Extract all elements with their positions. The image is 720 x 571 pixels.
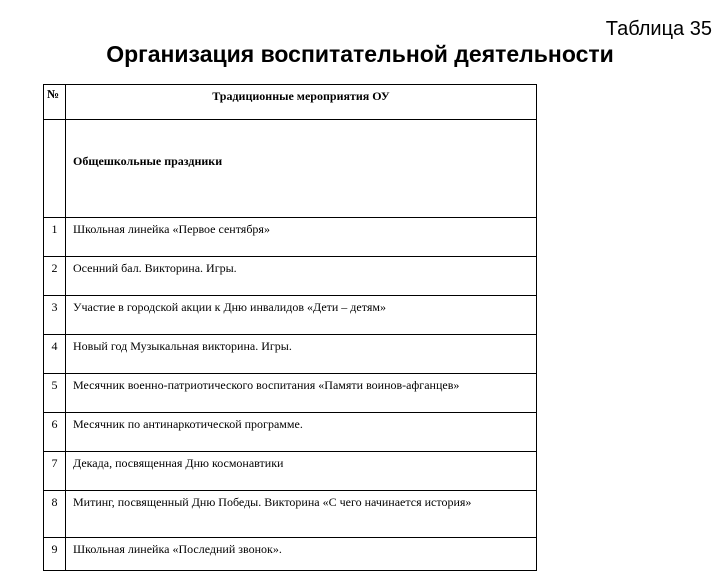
header-title: Традиционные мероприятия ОУ xyxy=(66,85,537,120)
section-number-cell xyxy=(44,120,66,218)
header-number: № xyxy=(44,85,66,120)
table-row xyxy=(44,491,537,538)
table-label: Таблица 35 xyxy=(605,18,712,40)
row-text: Декада, посвященная Дню космонавтики xyxy=(66,452,537,491)
row-text: Участие в городской акции к Дню инвалидов «Дети – детям» xyxy=(66,296,537,335)
table-row xyxy=(44,452,537,491)
table-row xyxy=(44,296,537,335)
table-row xyxy=(44,218,537,257)
section-row xyxy=(44,120,537,218)
events-table xyxy=(43,84,537,571)
row-text: Новый год Музыкальная викторина. Игры. xyxy=(66,335,537,374)
page-title xyxy=(0,41,720,68)
row-number: 2 xyxy=(44,257,66,296)
table-row xyxy=(44,257,537,296)
row-number: 1 xyxy=(44,218,66,257)
row-number: 8 xyxy=(44,491,66,538)
row-number: 4 xyxy=(44,335,66,374)
row-text: Школьная линейка «Первое сентября» xyxy=(66,218,537,257)
row-text: Месячник военно-патриотического воспитания «Памяти воинов-афганцев» xyxy=(66,374,537,413)
row-text: Осенний бал. Викторина. Игры. xyxy=(66,257,537,296)
row-number: 5 xyxy=(44,374,66,413)
row-number: 9 xyxy=(44,538,66,571)
table-header-row xyxy=(44,85,537,120)
row-number: 6 xyxy=(44,413,66,452)
row-number: 7 xyxy=(44,452,66,491)
row-text: Митинг, посвященный Дню Победы. Викторина «С чего начинается история» xyxy=(66,491,537,538)
row-text: Месячник по антинаркотической программе. xyxy=(66,413,537,452)
table-row xyxy=(44,335,537,374)
row-number: 3 xyxy=(44,296,66,335)
table-row xyxy=(44,538,537,571)
page-title-text: Организация воспитательной деятельности xyxy=(106,41,614,67)
table-row xyxy=(44,413,537,452)
table-row xyxy=(44,374,537,413)
section-title: Общешкольные праздники xyxy=(66,120,537,218)
row-text: Школьная линейка «Последний звонок». xyxy=(66,538,537,571)
